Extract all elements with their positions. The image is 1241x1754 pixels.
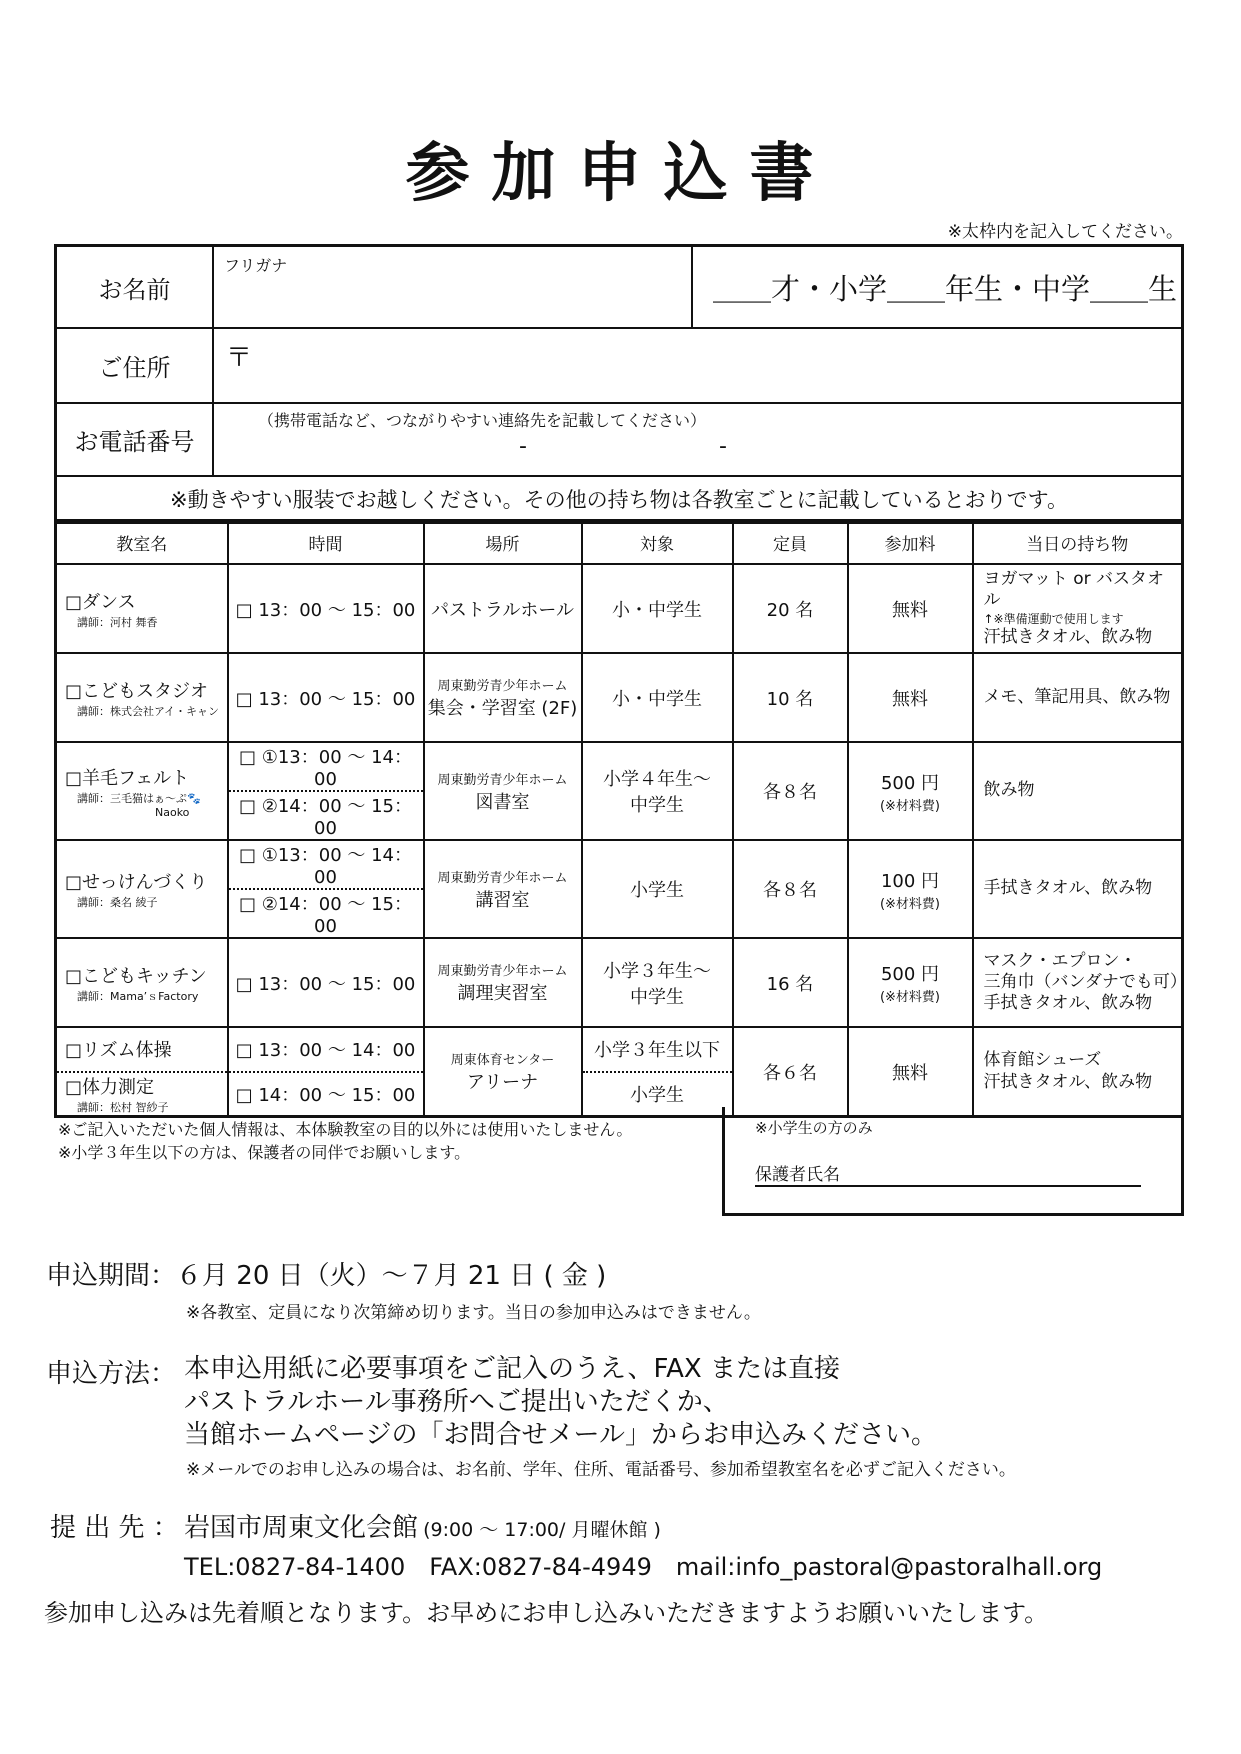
belongings-line: 体育館シューズ xyxy=(983,1050,1102,1071)
target-line: 小学４年生～ xyxy=(603,769,711,790)
method-note: ※メールでのお申し込みの場合は、お名前、学年、住所、電話番号、参加希望教室名を必ずご記入ください。 xyxy=(186,1460,1016,1480)
phone-label: お電話番号 xyxy=(57,404,214,475)
capacity: 16 名 xyxy=(733,938,848,1027)
belongings-line: マスク・エプロン・ xyxy=(983,950,1137,971)
place-room: 図書室 xyxy=(475,791,530,813)
guardian-note: ※小学生の方のみ xyxy=(755,1119,873,1137)
teacher: 講師：Mama’ｓFactory xyxy=(77,989,199,1003)
belongings-line: 三角巾（バンダナでも可） xyxy=(983,971,1187,992)
belongings-line: 汗拭きタオル、飲み物 xyxy=(983,626,1153,647)
header-belongings: 当日の持ち物 xyxy=(973,520,1183,564)
phone-note: （携帯電話など、つながりやすい連絡先を記載してください） xyxy=(258,411,707,430)
phone-dash-1: - xyxy=(519,434,527,459)
furigana-label: フリガナ xyxy=(224,256,288,275)
target-line: 中学生 xyxy=(630,986,684,1008)
target xyxy=(582,1027,733,1117)
name-row xyxy=(57,247,1181,329)
place xyxy=(424,938,582,1027)
fee-amount: 100 円 xyxy=(880,870,940,892)
place-building: 周東勤労青少年ホーム xyxy=(437,964,568,979)
belongings-line: 汗拭きタオル、飲み物 xyxy=(983,1071,1153,1092)
class-name: □体力測定 xyxy=(65,1076,155,1098)
class-fitness[interactable] xyxy=(57,1071,227,1116)
method-line: 当館ホームページの「お問合せメール」からお申込みください。 xyxy=(184,1420,937,1450)
capacity: 20 名 xyxy=(733,564,848,653)
table-row xyxy=(56,564,1183,653)
place-room: 集会・学習室 (2F) xyxy=(427,698,578,719)
capacity: 10 名 xyxy=(733,653,848,742)
venue-name: 岩国市周東文化会館 xyxy=(184,1513,419,1543)
class-felt[interactable] xyxy=(56,742,228,840)
address-label: ご住所 xyxy=(57,329,214,402)
fee-note: (※材料費) xyxy=(879,798,941,814)
submit-label: 提 出 先 ： xyxy=(50,1513,179,1543)
time-checkbox[interactable]: □ ①13：00 ～ 14：00 xyxy=(238,845,413,888)
header-class: 教室名 xyxy=(56,520,228,564)
applicant-info-table xyxy=(54,244,1184,524)
time-checkbox[interactable]: □ 13：00 ～ 15：00 xyxy=(228,564,424,653)
table-header-row xyxy=(56,520,1183,564)
address-field[interactable] xyxy=(214,329,1181,402)
belongings-line: 手拭きタオル、飲み物 xyxy=(983,993,1153,1014)
fee-amount: 500 円 xyxy=(880,772,940,794)
target-line: 中学生 xyxy=(630,795,684,816)
notice-row xyxy=(57,477,1181,521)
target: 小・中学生 xyxy=(582,564,733,653)
time-checkbox[interactable]: □ ②14：00 ～ 15：00 xyxy=(229,790,423,839)
fee: 無料 xyxy=(848,1027,973,1117)
phone-row xyxy=(57,404,1181,477)
privacy-notes xyxy=(58,1118,632,1164)
time-checkbox[interactable]: □ 13：00 ～ 15：00 xyxy=(228,938,424,1027)
phone-field[interactable] xyxy=(214,404,1181,475)
fee-amount: 500 円 xyxy=(880,964,940,985)
fee xyxy=(848,840,973,938)
class-name: □ダンス xyxy=(65,591,136,613)
class-name: □こどもキッチン xyxy=(65,965,207,987)
capacity: 各８名 xyxy=(733,840,848,938)
submit-venue xyxy=(184,1507,661,1544)
guardian-name-field[interactable] xyxy=(755,1185,1141,1187)
capacity: 各６名 xyxy=(733,1027,848,1117)
time-checkbox[interactable]: □ 14：00 ～ 15：00 xyxy=(229,1071,423,1116)
target: 小学生 xyxy=(582,840,733,938)
class-kitchen[interactable] xyxy=(56,938,228,1027)
place-building: 周東体育センター xyxy=(450,1053,555,1068)
table-row xyxy=(56,938,1183,1027)
class-name: □せっけんづくり xyxy=(65,872,208,893)
method-line: パストラルホール事務所へご提出いただくか、 xyxy=(184,1387,729,1417)
name-label: お名前 xyxy=(57,247,214,327)
place xyxy=(424,1027,582,1117)
class-name: □リズム体操 xyxy=(65,1040,172,1062)
belongings: 飲み物 xyxy=(973,742,1183,840)
fee-note: (※材料費) xyxy=(879,990,941,1005)
fee: 無料 xyxy=(848,653,973,742)
age-grade-field[interactable]: ＿＿才・小学＿＿年生・中学＿＿生 xyxy=(691,247,1181,327)
place-room: 調理実習室 xyxy=(457,983,548,1004)
fee-note: (※材料費) xyxy=(879,896,941,912)
time-checkbox[interactable]: □ ①13：00 ～ 14：00 xyxy=(238,747,413,790)
header-place: 場所 xyxy=(424,520,582,564)
belongings: メモ、筆記用具、飲み物 xyxy=(973,653,1183,742)
table-row xyxy=(56,1027,1183,1117)
place-room: 講習室 xyxy=(475,889,530,911)
header-target: 対象 xyxy=(582,520,733,564)
phone-dash-2: - xyxy=(719,434,727,459)
teacher: 講師：三毛猫はぁ～ぷ🐾 xyxy=(77,791,201,805)
method-line: 本申込用紙に必要事項をご記入のうえ、FAX または直接 xyxy=(184,1354,840,1384)
time-options xyxy=(228,1027,424,1117)
venue-hours: (9:00 ～ 17:00/ 月曜休館 ) xyxy=(423,1519,661,1541)
time-checkbox[interactable]: □ 13：00 ～ 15：00 xyxy=(228,653,424,742)
method-label: 申込方法： xyxy=(46,1359,177,1389)
teacher: 講師：桑名 綾子 xyxy=(77,896,158,909)
header-fee: 参加料 xyxy=(848,520,973,564)
guardian-box xyxy=(722,1107,1184,1216)
target-line: 小学３年生以下 xyxy=(594,1040,720,1062)
place xyxy=(424,742,582,840)
privacy-line: ※ご記入いただいた個人情報は、本体験教室の目的以外には使用いたしません。 xyxy=(58,1120,633,1139)
place xyxy=(424,840,582,938)
belongings-note: ↑※準備運動で使用します xyxy=(983,611,1124,626)
fee xyxy=(848,742,973,840)
place-room: アリーナ xyxy=(466,1072,539,1093)
class-name: □こどもスタジオ xyxy=(65,680,209,702)
class-studio[interactable] xyxy=(56,653,228,742)
place-building: 周東勤労青少年ホーム xyxy=(437,870,568,886)
header-capacity: 定員 xyxy=(733,520,848,564)
teacher: 講師：株式会社アイ・キャン xyxy=(77,704,220,718)
class-rhythm[interactable] xyxy=(57,1028,227,1071)
table-row xyxy=(56,742,1183,840)
place: パストラルホール xyxy=(424,564,582,653)
teacher: 講師：河村 舞香 xyxy=(77,615,158,629)
clothing-notice: ※動きやすい服装でお越しください。その他の持ち物は各教室ごとに記載しているとおりです。 xyxy=(170,488,1068,512)
teacher: 講師：松村 智紗子 xyxy=(77,1100,169,1114)
name-field[interactable] xyxy=(214,247,691,327)
period-label: 申込期間： xyxy=(46,1261,177,1291)
class-soap[interactable] xyxy=(56,840,228,938)
period-section xyxy=(46,1255,606,1292)
target xyxy=(582,742,733,840)
period-note: ※各教室、定員になり次第締め切ります。当日の参加申込みはできません。 xyxy=(186,1303,761,1323)
place xyxy=(424,653,582,742)
time-checkbox[interactable]: □ 13：00 ～ 14：00 xyxy=(235,1040,416,1062)
teacher-name: Naoko xyxy=(155,805,190,819)
postal-mark: 〒 xyxy=(226,343,253,373)
first-come-note: 参加申し込みは先着順となります。お早めにお申し込みいただきますようお願いいたします。 xyxy=(44,1599,1049,1627)
belongings xyxy=(973,564,1183,653)
address-row xyxy=(57,329,1181,404)
method-text xyxy=(184,1353,937,1452)
belongings: 手拭きタオル、飲み物 xyxy=(973,840,1183,938)
class-dance[interactable] xyxy=(56,564,228,653)
place-building: 周東勤労青少年ホーム xyxy=(437,772,568,788)
time-options xyxy=(228,742,424,840)
target-line: 小学３年生～ xyxy=(603,960,711,982)
capacity: 各８名 xyxy=(733,742,848,840)
header-time: 時間 xyxy=(228,520,424,564)
fee: 無料 xyxy=(848,564,973,653)
contact-info: TEL:0827-84-1400 FAX:0827-84-4949 mail:info_pastoral@pastoralhall.org xyxy=(184,1553,1103,1581)
class-table xyxy=(54,519,1187,1118)
time-checkbox[interactable]: □ ②14：00 ～ 15：00 xyxy=(229,888,423,937)
target-line: 小学生 xyxy=(583,1071,732,1116)
place-building: 周東勤労青少年ホーム xyxy=(437,679,568,694)
belongings xyxy=(973,938,1187,1027)
target xyxy=(582,938,733,1027)
guardian-line: ※小学３年生以下の方は、保護者の同伴でお願いします。 xyxy=(58,1143,471,1162)
belongings xyxy=(973,1027,1183,1117)
class-rhythm-fitness xyxy=(56,1027,228,1117)
class-name: □羊毛フェルト xyxy=(65,767,190,789)
table-row xyxy=(56,840,1183,938)
period-text: ６月 20 日（火）～７月 21 日 ( 金 ) xyxy=(176,1261,607,1291)
time-options xyxy=(228,840,424,938)
table-row xyxy=(56,653,1183,742)
page-title: 参加申込書 xyxy=(405,137,836,211)
target: 小・中学生 xyxy=(582,653,733,742)
fee xyxy=(848,938,973,1027)
guardian-label: 保護者氏名 xyxy=(755,1165,840,1185)
belongings-line: ヨガマット or バスタオル xyxy=(983,569,1165,611)
fill-instruction: ※太枠内を記入してください。 xyxy=(947,222,1183,242)
